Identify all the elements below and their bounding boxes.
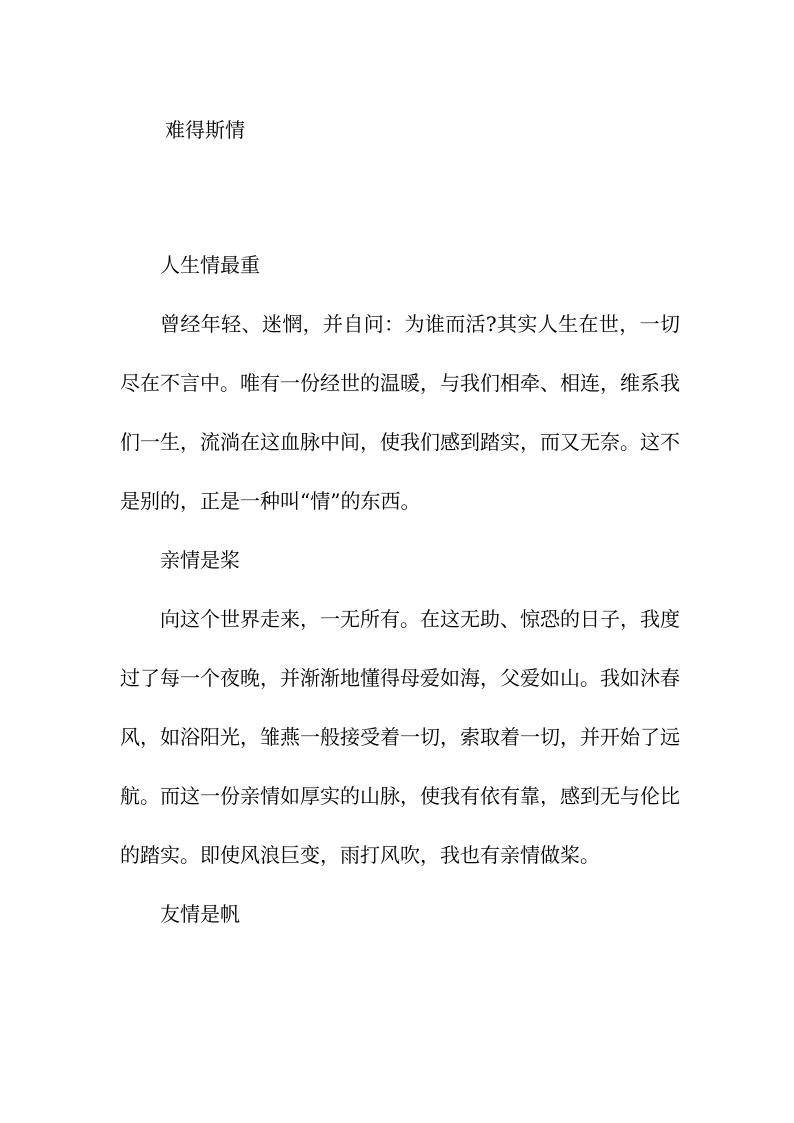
paragraph-life: 曾经年轻、迷惘，并自问：为谁而活?其实人生在世，一切尽在不言中。唯有一份经世的温暖，与我们相牵、相连，维系我们一生，流淌在这血脉中间，使我们感到踏实，而又无奈。这不是别的，正是一种叫“情”的东西。 bbox=[120, 312, 680, 513]
section-heading-life: 人生情最重 bbox=[160, 253, 260, 277]
document-body bbox=[120, 236, 680, 944]
paragraph-family: 向这个世界走来，一无所有。在这无助、惊恐的日子，我度过了每一个夜晚，并渐渐地懂得母爱如海，父爱如山。我如沐春风，如浴阳光，雏燕一般接受着一切，索取着一切，并开始了远航。而这一份亲情如厚实的山脉，使我有依有靠，感到无与伦比的踏实。即使风浪巨变，雨打风吹，我也有亲情做桨。 bbox=[120, 607, 680, 867]
document-title: 难得斯情 bbox=[165, 118, 245, 142]
section-heading-family: 亲情是桨 bbox=[160, 548, 240, 572]
section-heading-friendship: 友情是帆 bbox=[160, 902, 240, 926]
